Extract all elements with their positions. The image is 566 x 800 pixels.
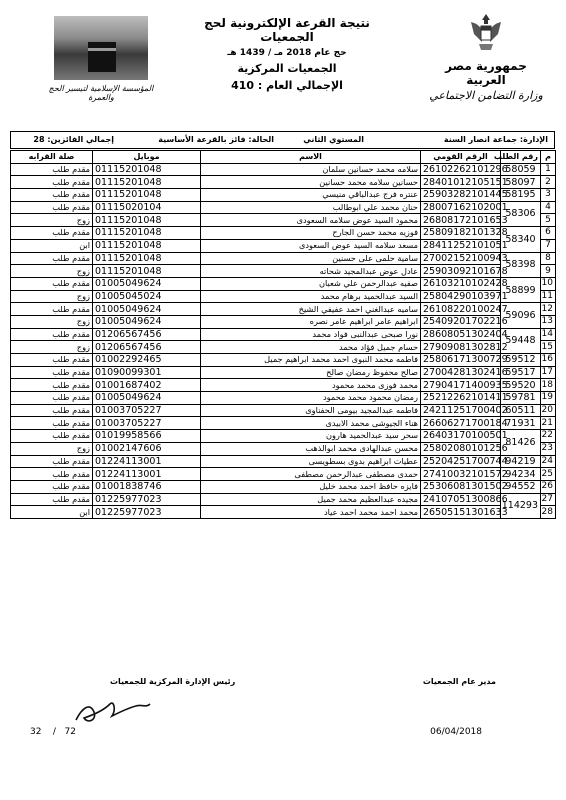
relation: مقدم طلب: [11, 392, 93, 405]
table-row: [11, 430, 556, 443]
person-name: سحر سيد عبدالحميد هارون: [201, 430, 421, 443]
mobile-number: 01001687402: [93, 379, 201, 392]
national-id: 26505151301633: [421, 506, 501, 519]
person-name: عادل عوض عبدالمجيد شحاته: [201, 265, 421, 278]
relation: مقدم طلب: [11, 227, 93, 240]
title-block: [180, 16, 394, 92]
row-index: 8: [541, 252, 556, 265]
relation: مقدم طلب: [11, 163, 93, 176]
person-name: صفيه عبدالرحمن علي شعبان: [201, 277, 421, 290]
national-id: 27909081302812: [421, 341, 501, 354]
winners-total: إجمالي الفائزين: 28: [33, 135, 114, 144]
relation: زوج: [11, 341, 93, 354]
national-id: 25903282101445: [421, 189, 501, 202]
country-name: جمهورية مصر العربية: [445, 59, 527, 87]
row-index: 1: [541, 163, 556, 176]
national-id: 25903092101678: [421, 265, 501, 278]
signature-mark: [70, 690, 160, 730]
person-name: محمد فوزى محمد محمود: [201, 379, 421, 392]
row-index: 19: [541, 392, 556, 405]
row-index: 11: [541, 290, 556, 303]
national-id: 26102262101296: [421, 163, 501, 176]
person-name: ساميه عبدالغني احمد عفيفي الشيخ: [201, 303, 421, 316]
mobile-number: 01115201048: [93, 252, 201, 265]
row-index: 7: [541, 239, 556, 252]
relation: ابن: [11, 239, 93, 252]
row-index: 15: [541, 341, 556, 354]
table-row: [11, 189, 556, 202]
relation: مقدم طلب: [11, 480, 93, 493]
national-id: 26108220100247: [421, 303, 501, 316]
row-index: 22: [541, 430, 556, 443]
table-row: [11, 239, 556, 252]
row-index: 25: [541, 468, 556, 481]
grand-total-value: 410: [231, 79, 255, 92]
winners-table: [10, 150, 556, 519]
mobile-number: 01005049624: [93, 277, 201, 290]
person-name: فايزه حافظ احمد محمد خليل: [201, 480, 421, 493]
admin-label: الإدارة: جماعة انصار السنة: [443, 135, 548, 144]
row-index: 27: [541, 493, 556, 506]
person-name: سامية حلمى على حسنين: [201, 252, 421, 265]
national-id: 25809182101328: [421, 227, 501, 240]
status-label: الحالة: فائز بالقرعة الأساسية: [158, 135, 274, 144]
mobile-number: 01019958566: [93, 430, 201, 443]
season-line: حج عام 2018 مـ / 1439 هـ: [227, 48, 347, 58]
table-row: [11, 277, 556, 290]
row-index: 3: [541, 189, 556, 202]
table-row: [11, 366, 556, 379]
national-id: 25804290103971: [421, 290, 501, 303]
relation: زوج: [11, 442, 93, 455]
national-id: 27002152100943: [421, 252, 501, 265]
row-index: 23: [541, 442, 556, 455]
info-bar: [10, 131, 555, 149]
mobile-number: 01225977023: [93, 506, 201, 519]
person-name: حمدى مصطفى عبدالرحمن مصطفى: [201, 468, 421, 481]
national-id: 27004281302416: [421, 366, 501, 379]
mobile-number: 01206567456: [93, 328, 201, 341]
national-id: 25802080101256: [421, 442, 501, 455]
mobile-number: 01005045024: [93, 290, 201, 303]
level-label: المستوي الثاني: [303, 135, 364, 144]
request-number: 60511: [501, 404, 541, 417]
ministry-logo: [424, 12, 548, 108]
request-number: 59096: [501, 303, 541, 328]
hajj-foundation-logo: [42, 16, 160, 104]
row-index: 21: [541, 417, 556, 430]
row-index: 5: [541, 214, 556, 227]
national-id: 25306081301502: [421, 480, 501, 493]
relation: مقدم طلب: [11, 366, 93, 379]
table-row: [11, 252, 556, 265]
col-header-request: رقم الطلب: [501, 151, 541, 164]
national-id: 28007162102001: [421, 201, 501, 214]
mobile-number: 01115201048: [93, 214, 201, 227]
request-number: 59520: [501, 379, 541, 392]
national-id: 28411252101051: [421, 239, 501, 252]
person-name: سلامه محمد حسانين سلمان: [201, 163, 421, 176]
page-current: 32: [30, 727, 42, 737]
page-title: نتيجة القرعة الإلكترونية لحج الجمعيات: [204, 16, 370, 44]
table-row: [11, 480, 556, 493]
table-row: [11, 201, 556, 214]
foundation-name: المؤسسة الإسلامية لتيسير الحج والعمرة: [48, 84, 154, 102]
mobile-number: 01224113001: [93, 455, 201, 468]
relation: زوج: [11, 214, 93, 227]
request-number: 94234: [501, 468, 541, 481]
row-index: 17: [541, 366, 556, 379]
mobile-number: 01115201048: [93, 163, 201, 176]
request-number: 59781: [501, 392, 541, 405]
table-row: [11, 290, 556, 303]
person-name: محسن عبدالهادى محمد ابوالذهب: [201, 442, 421, 455]
request-number: 58398: [501, 252, 541, 277]
national-id: 28401012105151: [421, 176, 501, 189]
relation: مقدم طلب: [11, 455, 93, 468]
mobile-number: 01225977023: [93, 493, 201, 506]
mobile-number: 01002292465: [93, 354, 201, 367]
table-row: [11, 506, 556, 519]
national-id: 25806171300729: [421, 354, 501, 367]
national-id: 24107051300866: [421, 493, 501, 506]
mobile-number: 01005049624: [93, 392, 201, 405]
table-row: [11, 214, 556, 227]
mobile-number: 01115201048: [93, 239, 201, 252]
relation: زوج: [11, 290, 93, 303]
national-id: 28608051302404: [421, 328, 501, 341]
mobile-number: 01206567456: [93, 341, 201, 354]
national-id: 27410032101572: [421, 468, 501, 481]
central-admin-signer: رئيس الإدارة المركزية للجمعيات: [110, 677, 236, 686]
general-manager-signer: مدير عام الجمعيات: [422, 677, 496, 686]
person-name: محمود السيد عوض سلامه السعودى: [201, 214, 421, 227]
eagle-emblem-icon: [469, 12, 503, 52]
grand-total-label: الإجمالي العام :: [257, 79, 343, 92]
table-row: [11, 354, 556, 367]
print-date: 06/04/2018: [430, 727, 482, 737]
ministry-name: وزارة التضامن الاجتماعي: [429, 89, 543, 102]
row-index: 10: [541, 277, 556, 290]
table-row: [11, 493, 556, 506]
mobile-number: 01115020104: [93, 201, 201, 214]
request-number: 58059: [501, 163, 541, 176]
row-index: 4: [541, 201, 556, 214]
person-name: حسانين سلامه محمد حسانين: [201, 176, 421, 189]
national-id: 26103210102428: [421, 277, 501, 290]
table-row: [11, 265, 556, 278]
relation: مقدم طلب: [11, 354, 93, 367]
request-number: 81426: [501, 430, 541, 455]
national-id: 25204251700744: [421, 455, 501, 468]
mobile-number: 01005049624: [93, 315, 201, 328]
col-header-mobile: موبايل: [93, 151, 201, 164]
relation: مقدم طلب: [11, 493, 93, 506]
national-id: 25212262101411: [421, 392, 501, 405]
table-row: [11, 442, 556, 455]
row-index: 2: [541, 176, 556, 189]
mobile-number: 01003705227: [93, 417, 201, 430]
mobile-number: 01003705227: [93, 404, 201, 417]
relation: مقدم طلب: [11, 379, 93, 392]
mobile-number: 01115201048: [93, 265, 201, 278]
person-name: فاطمه محمد النبوى احمد محمد ابراهيم جميل: [201, 354, 421, 367]
request-number: 58195: [501, 189, 541, 202]
relation: مقدم طلب: [11, 252, 93, 265]
person-name: نورا صبحى عبدالنبى فواد محمد: [201, 328, 421, 341]
national-id: 25409201702216: [421, 315, 501, 328]
relation: مقدم طلب: [11, 417, 93, 430]
kaaba-image: [54, 16, 148, 80]
person-name: مجيده عبدالعظيم محمد جميل: [201, 493, 421, 506]
relation: مقدم طلب: [11, 201, 93, 214]
person-name: مسعد سلامه السيد عوض السعودى: [201, 239, 421, 252]
person-name: هناء الجيوشى محمد الابيدى: [201, 417, 421, 430]
person-name: السيد عبدالحميد برهام محمد: [201, 290, 421, 303]
person-name: محمد احمد محمد احمد عياد: [201, 506, 421, 519]
row-index: 6: [541, 227, 556, 240]
row-index: 13: [541, 315, 556, 328]
row-index: 14: [541, 328, 556, 341]
row-index: 12: [541, 303, 556, 316]
national-id: 26808172101653: [421, 214, 501, 227]
relation: مقدم طلب: [11, 404, 93, 417]
relation: مقدم طلب: [11, 277, 93, 290]
page-separator: /: [52, 727, 56, 737]
col-header-relation: صلة القرابه: [11, 151, 93, 164]
row-index: 9: [541, 265, 556, 278]
row-index: 20: [541, 404, 556, 417]
relation: مقدم طلب: [11, 303, 93, 316]
request-number: 59517: [501, 366, 541, 379]
table-row: [11, 404, 556, 417]
table-row: [11, 328, 556, 341]
mobile-number: 01115201048: [93, 189, 201, 202]
mobile-number: 01001838746: [93, 480, 201, 493]
request-number: 58899: [501, 277, 541, 302]
request-number: 94219: [501, 455, 541, 468]
mobile-number: 01115201048: [93, 176, 201, 189]
table-row: [11, 379, 556, 392]
row-index: 28: [541, 506, 556, 519]
request-number: 59512: [501, 354, 541, 367]
mobile-number: 01005049624: [93, 303, 201, 316]
relation: مقدم طلب: [11, 176, 93, 189]
request-number: 94552: [501, 480, 541, 493]
table-row: [11, 315, 556, 328]
col-header-name: الاسم: [201, 151, 421, 164]
national-id: 24211251700402: [421, 404, 501, 417]
col-header-index: م: [541, 151, 556, 164]
page-counter: [30, 727, 76, 737]
row-index: 16: [541, 354, 556, 367]
person-name: حنان محمد علي ابوطالب: [201, 201, 421, 214]
row-index: 24: [541, 455, 556, 468]
request-number: 58306: [501, 201, 541, 226]
relation: ابن: [11, 506, 93, 519]
person-name: صالح محفوظ رمضان صالح: [201, 366, 421, 379]
page-header: [0, 8, 566, 120]
col-header-national-id: الرقم القومي: [421, 151, 501, 164]
mobile-number: 01002147606: [93, 442, 201, 455]
mobile-number: 01090099301: [93, 366, 201, 379]
table-row: [11, 417, 556, 430]
person-name: فوزيه محمد حسن الجارح: [201, 227, 421, 240]
relation: مقدم طلب: [11, 430, 93, 443]
request-number: 58340: [501, 227, 541, 252]
relation: مقدم طلب: [11, 468, 93, 481]
table-row: [11, 455, 556, 468]
national-id: 26606271700184: [421, 417, 501, 430]
table-row: [11, 341, 556, 354]
row-index: 18: [541, 379, 556, 392]
relation: مقدم طلب: [11, 189, 93, 202]
row-index: 26: [541, 480, 556, 493]
section-title: الجمعيات المركزية: [237, 62, 337, 75]
page-total: 72: [64, 727, 76, 737]
table-row: [11, 303, 556, 316]
table-row: [11, 468, 556, 481]
relation: زوج: [11, 315, 93, 328]
table-row: [11, 176, 556, 189]
national-id: 27904171400935: [421, 379, 501, 392]
mobile-number: 01115201048: [93, 227, 201, 240]
request-number: 71931: [501, 417, 541, 430]
person-name: رمضان محمود محمد محمود: [201, 392, 421, 405]
table-row: [11, 227, 556, 240]
national-id: 26403170100501: [421, 430, 501, 443]
person-name: عنتره فرج عبدالباقي منيسي: [201, 189, 421, 202]
table-header-row: [11, 151, 556, 164]
table-row: [11, 163, 556, 176]
request-number: 59448: [501, 328, 541, 353]
relation: مقدم طلب: [11, 328, 93, 341]
table-row: [11, 392, 556, 405]
mobile-number: 01224113001: [93, 468, 201, 481]
request-number: 114293: [501, 493, 541, 518]
relation: زوج: [11, 265, 93, 278]
request-number: 58097: [501, 176, 541, 189]
grand-total: [180, 79, 394, 92]
person-name: ابراهيم عامر ابراهيم عامر نصره: [201, 315, 421, 328]
person-name: فاطمه عبدالمجيد بيومى الحفناوى: [201, 404, 421, 417]
person-name: عطيات ابراهيم بدوى بسطويسى: [201, 455, 421, 468]
person-name: حسام جميل فؤاد محمد: [201, 341, 421, 354]
